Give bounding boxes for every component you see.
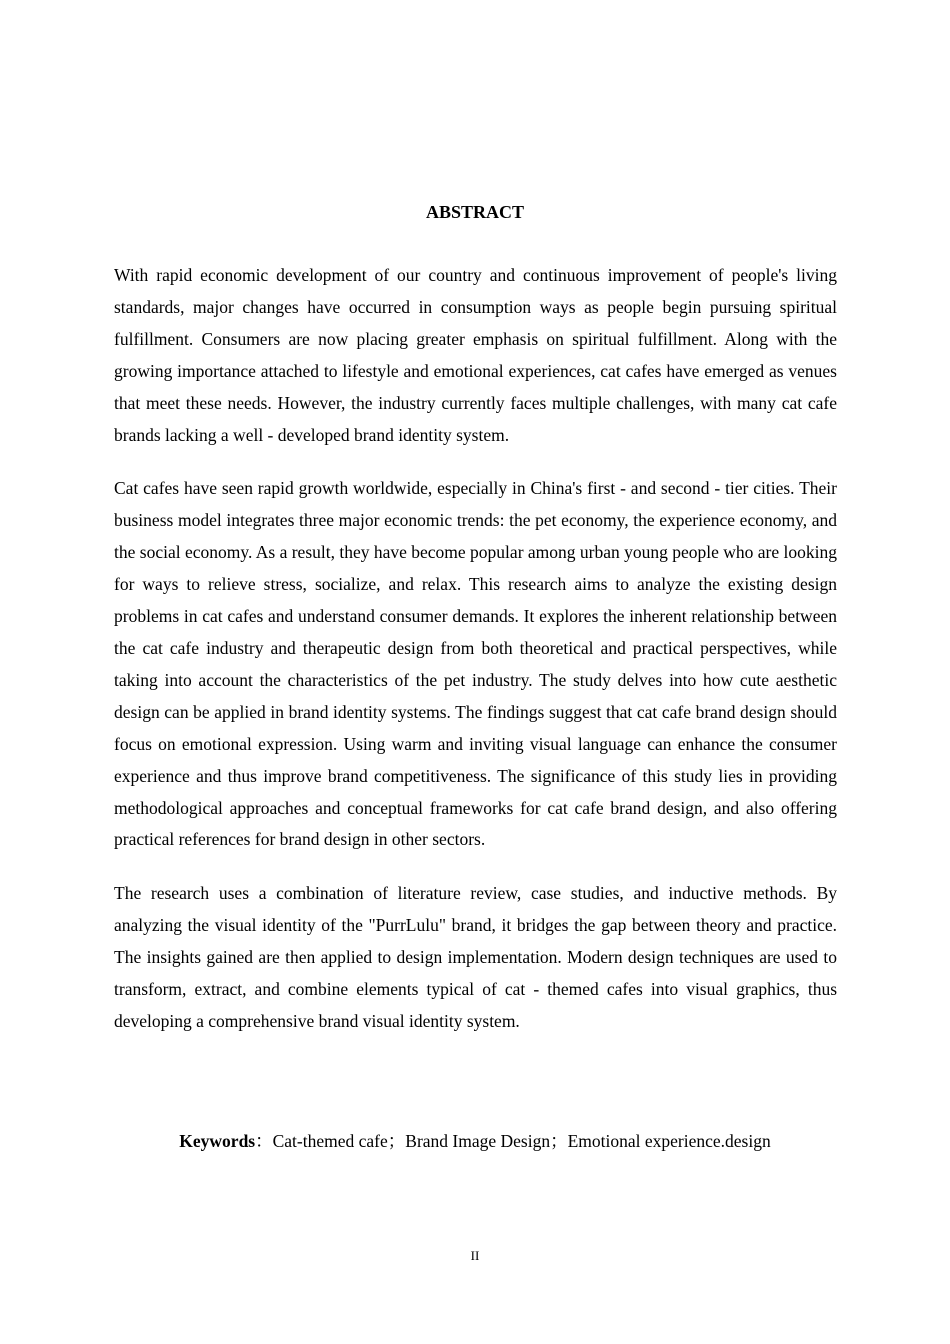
abstract-paragraph-2: Cat cafes have seen rapid growth worldwide, especially in China's first - and second - tier cities. Their business model integrates three major economic trends: the pet economy, the experience economy, and the social economy. As a result, they have become popular among urban young people who are looking for ways to relieve stress, socialize, and relax. This research aims to analyze the existing design problems in cat cafes and understand consumer demands. It explores the inherent relationship between the cat cafe industry and therapeutic design from both theoretical and practical perspectives, while taking into account the characteristics of the pet industry. The study delves into how cute aesthetic design can be applied in brand identity systems. The findings suggest that cat cafe brand design should focus on emotional expression. Using warm and inviting visual language can enhance the consumer experience and thus improve brand competitiveness. The significance of this study lies in providing methodological approaches and conceptual frameworks for cat cafe brand design, and also offering practical references for brand design in other sectors.: [114, 478, 837, 850]
abstract-paragraph-3: The research uses a combination of literature review, case studies, and inductive methods. By analyzing the visual identity of the "PurrLulu" brand, it bridges the gap between theory and practice. The insights gained are then applied to design implementation. Modern design techniques are used to transform, extract, and combine elements typical of cat - themed cafes into visual graphics, thus developing a comprehensive brand visual identity system.: [114, 883, 837, 1031]
keyword-item: Cat-themed cafe: [272, 1131, 388, 1151]
abstract-paragraph-1: With rapid economic development of our country and continuous improvement of people's living standards, major changes have occurred in consumption ways as people begin pursuing spiritual fulfillment. Consumers are now placing greater emphasis on spiritual fulfillment. Along with the growing importance attached to lifestyle and emotional experiences, cat cafes have emerged as venues that meet these needs. However, the industry currently faces multiple challenges, with many cat cafe brands lacking a well - developed brand identity system.: [114, 265, 837, 445]
abstract-body: [114, 260, 837, 1060]
keywords-separator: ：: [255, 1131, 273, 1151]
keywords-label: Keywords: [179, 1131, 256, 1151]
keyword-item: Brand Image Design: [405, 1131, 551, 1151]
abstract-title: ABSTRACT: [425, 202, 525, 222]
page-number: II: [470, 1248, 480, 1263]
keyword-item: Emotional experience.design: [567, 1131, 771, 1151]
keyword-item-separator: ；: [387, 1131, 406, 1151]
keywords-line: [0, 1127, 950, 1155]
keyword-item-separator: ；: [550, 1131, 568, 1151]
